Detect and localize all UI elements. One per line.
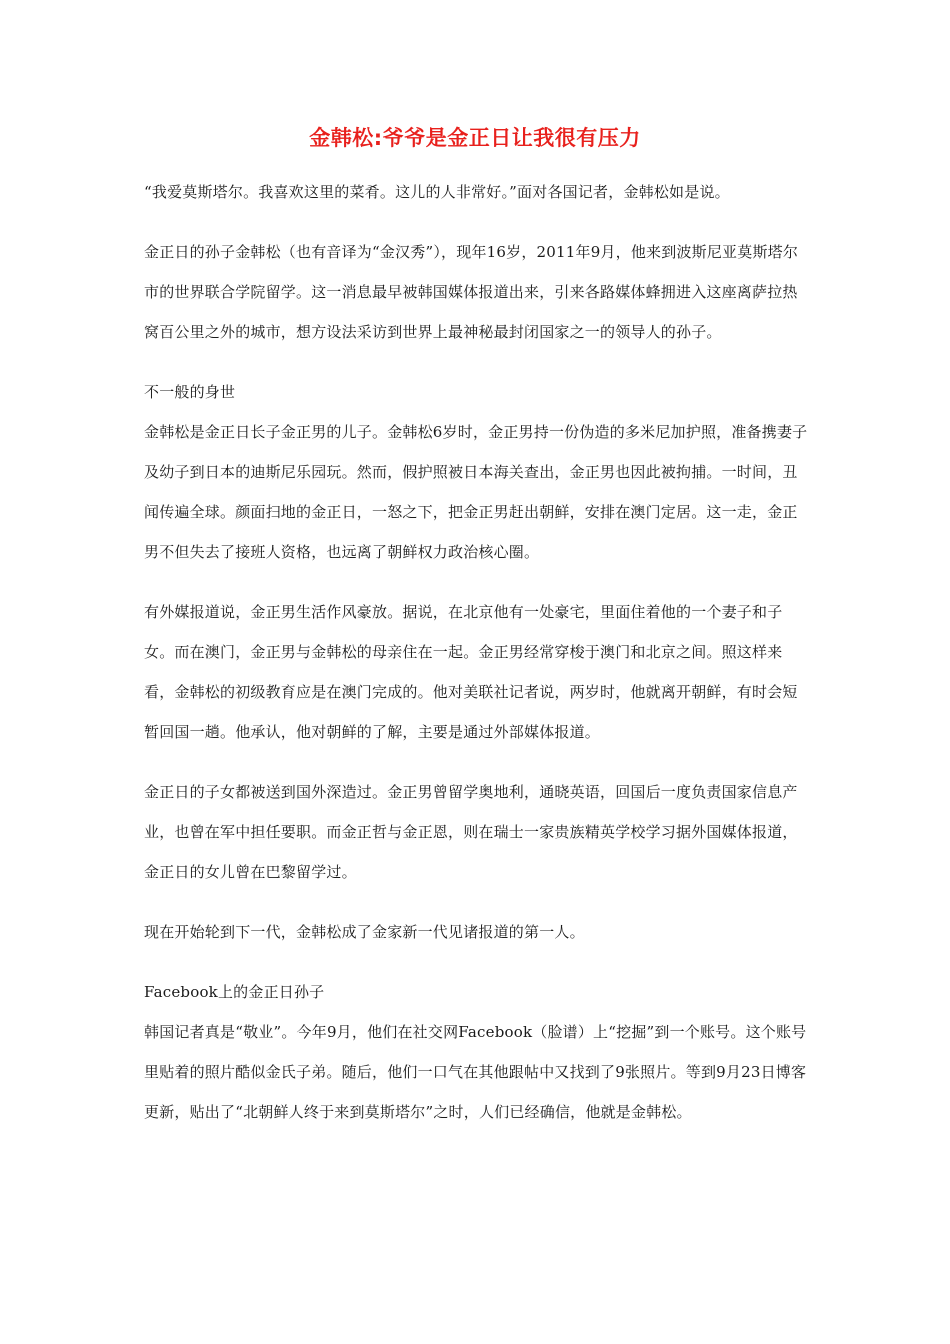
intro-paragraph: “我爱莫斯塔尔。我喜欢这里的菜肴。这儿的人非常好。”面对各国记者，金韩松如是说。	[144, 183, 730, 201]
section-heading-background: 不一般的身世	[144, 383, 236, 401]
section-heading-facebook: Facebook上的金正日孙子	[144, 983, 325, 1001]
paragraph-5: 现在开始轮到下一代，金韩松成了金家新一代见诸报道的第一人。	[144, 923, 585, 941]
paragraph-1: 金正日的孙子金韩松（也有音译为“金汉秀”），现年16岁，2011年9月，他来到波斯尼亚莫斯塔尔市的世界联合学院留学。这一消息最早被韩国媒体报道出来，引来各路媒体蜂拥进入这座离萨拉热窝百公里之外的城市，想方设法采访到世界上最神秘最封闭国家之一的领导人的孙子。	[144, 243, 799, 341]
document-title: 金韩松:爷爷是金正日让我很有压力	[309, 126, 641, 150]
paragraph-2: 金韩松是金正日长子金正男的儿子。金韩松6岁时，金正男持一份伪造的多米尼加护照，准备携妻子及幼子到日本的迪斯尼乐园玩。然而，假护照被日本海关查出，金正男也因此被拘捕。一时间，丑闻传遍全球。颜面扫地的金正日，一怒之下，把金正男赶出朝鲜，安排在澳门定居。这一走，金正男不但失去了接班人资格，也远离了朝鲜权力政治核心圈。	[144, 423, 808, 561]
document-body	[144, 172, 808, 1152]
paragraph-6: 韩国记者真是“敬业”。今年9月，他们在社交网Facebook（脸谱）上“挖掘”到一个账号。这个账号里贴着的照片酷似金氏子弟。随后，他们一口气在其他跟帖中又找到了9张照片。等到9月23日博客更新，贴出了“北朝鲜人终于来到莫斯塔尔”之时，人们已经确信，他就是金韩松。	[144, 1023, 807, 1121]
paragraph-4: 金正日的子女都被送到国外深造过。金正男曾留学奥地利，通晓英语，回国后一度负责国家信息产业，也曾在军中担任要职。而金正哲与金正恩，则在瑞士一家贵族精英学校学习据外国媒体报道，金正日的女儿曾在巴黎留学过。	[144, 783, 798, 881]
paragraph-3: 有外媒报道说，金正男生活作风豪放。据说，在北京他有一处豪宅，里面住着他的一个妻子和子女。而在澳门，金正男与金韩松的母亲住在一起。金正男经常穿梭于澳门和北京之间。照这样来看，金韩松的初级教育应是在澳门完成的。他对美联社记者说，两岁时，他就离开朝鲜，有时会短暂回国一趟。他承认，他对朝鲜的了解，主要是通过外部媒体报道。	[144, 603, 798, 741]
